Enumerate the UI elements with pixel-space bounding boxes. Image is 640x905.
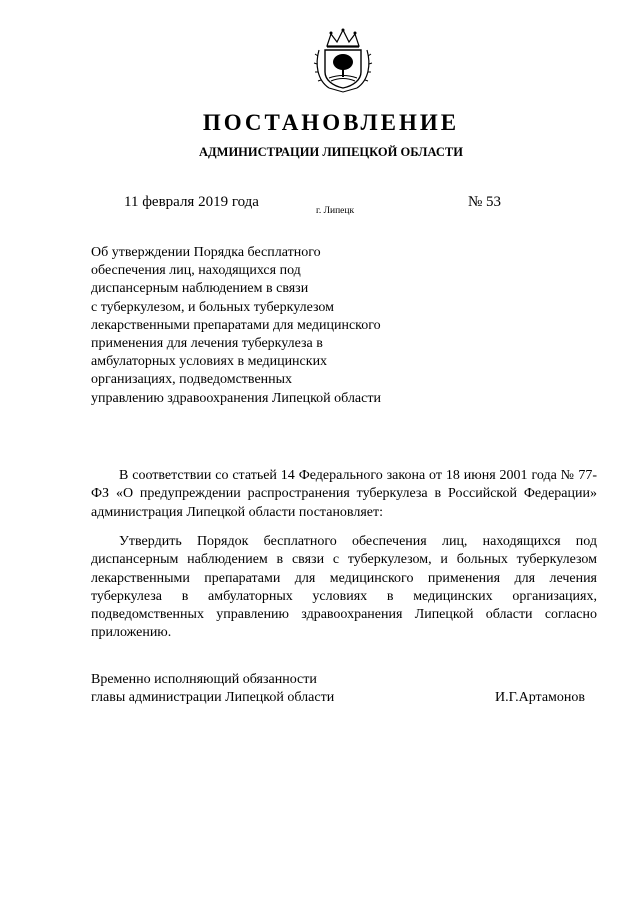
document-title: ПОСТАНОВЛЕНИЕ <box>202 110 460 135</box>
document-subject <box>91 244 421 408</box>
subject-line: Об утверждении Порядка бесплатного <box>91 245 321 260</box>
document-number: № 53 <box>468 194 502 210</box>
signature-position-line: Временно исполняющий обязанности <box>91 672 317 687</box>
signatory-name: И.Г.Артамонов <box>495 690 586 705</box>
subject-line: обеспечения лиц, находящихся под <box>91 263 301 279</box>
subject-line: лекарственными препаратами для медицинского <box>91 317 381 333</box>
body-paragraph-resolution: Утвердить Порядок бесплатного обеспечения лиц, находящихся под диспансерным наблюдением в связи с туберкулезом, и больных туберкулезом лекарственными препаратами для медицинского применения для лечения туберкулеза в амбулаторных условиях в медицинских организациях, подведомственных управлению здравоохранения Липецкой области согласно приложению. <box>91 534 597 641</box>
document-subtitle: АДМИНИСТРАЦИИ ЛИПЕЦКОЙ ОБЛАСТИ <box>199 145 463 159</box>
signature-position-line: главы администрации Липецкой области <box>91 690 335 706</box>
subject-line: диспансерным наблюдением в связи <box>91 281 309 297</box>
subject-line: организациях, подведомственных <box>91 372 293 388</box>
document-date: 11 февраля 2019 года <box>124 194 259 210</box>
coat-of-arms-icon <box>313 28 373 94</box>
subject-line: амбулаторных условиях в медицинских <box>91 354 328 370</box>
subject-line: с туберкулезом, и больных туберкулезом <box>91 299 335 315</box>
body-paragraph-preamble: В соответствии со статьей 14 Федерального закона от 18 июня 2001 года № 77-ФЗ «О предупреждении распространения туберкулеза в Российской Федерации» администрация Липецкой области постановляет: <box>91 468 597 520</box>
subject-line: применения для лечения туберкулеза в <box>91 336 323 352</box>
document-city: г. Липецк <box>316 206 355 216</box>
subject-line: управлению здравоохранения Липецкой области <box>91 390 381 406</box>
